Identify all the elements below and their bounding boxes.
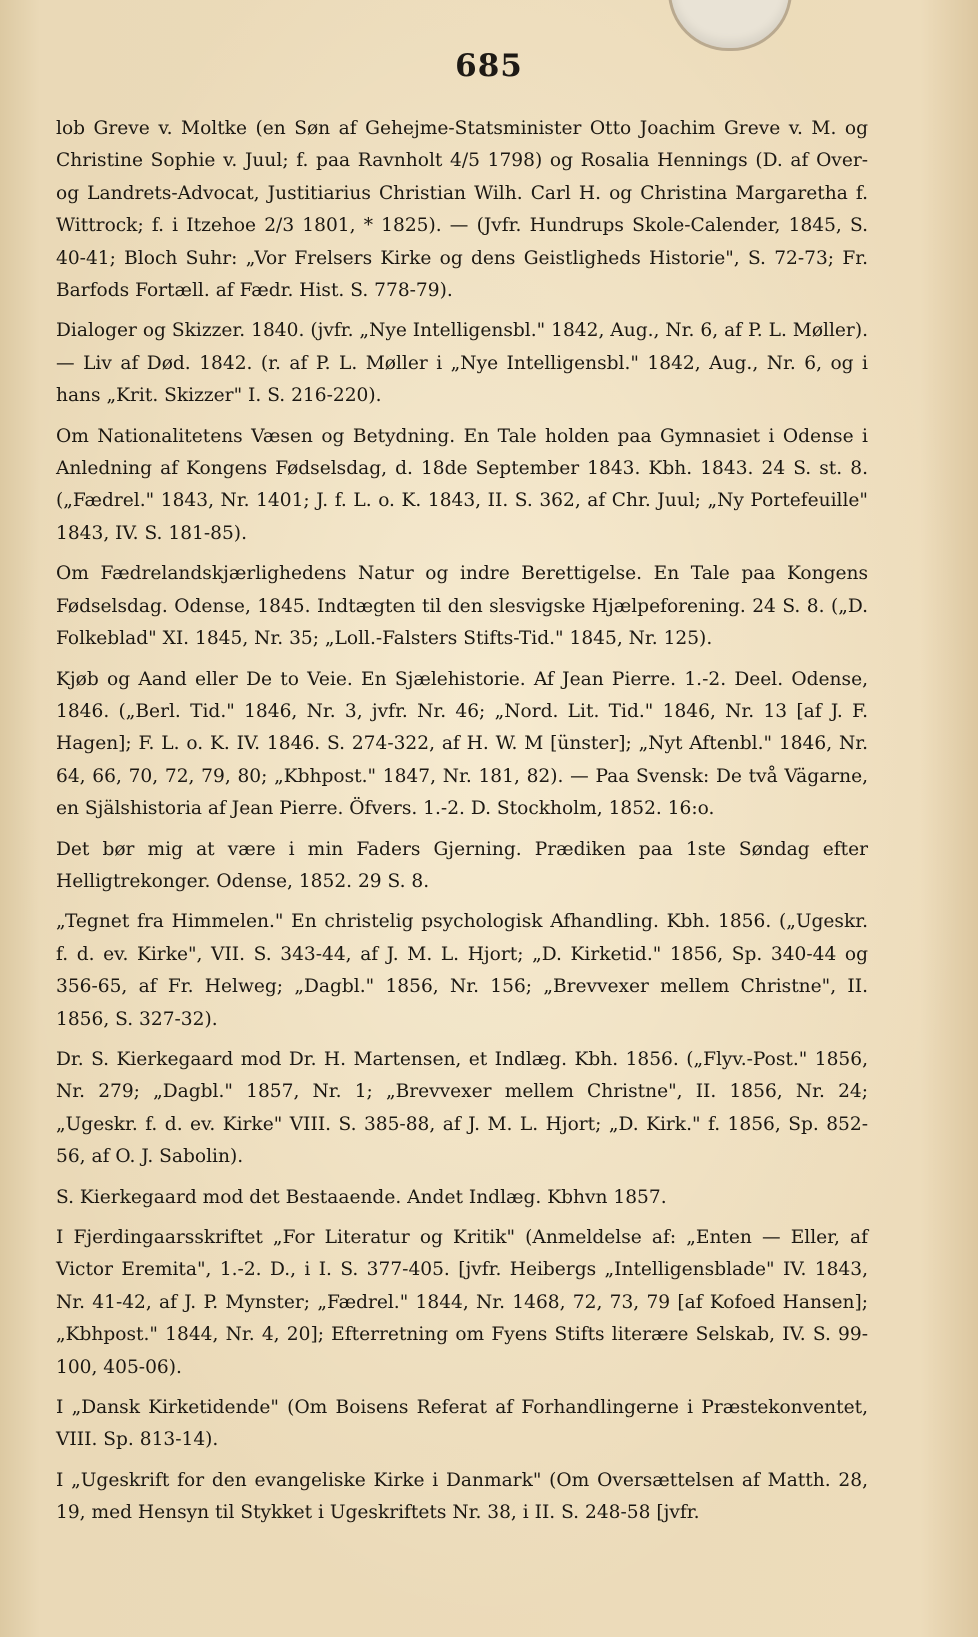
entry-nationalitet: Om Nationalitetens Væsen og Betydning. En Tale holden paa Gymnasiet i Odense i Anledning af Kongens Fødselsdag, d. 18de September 1843. Kbh. 1843. 24 S. st. 8. („Fædrel." 1843, Nr. 1401; J. f. L. o. K. 1843, II. S. 362, af Chr. Juul; „Ny Portefeuille" 1843, IV. S. 181-85). xyxy=(56,425,868,544)
bibliography-text xyxy=(56,113,868,1534)
page-number: 685 xyxy=(455,48,523,84)
entry-faders-gjerning: Det bør mig at være i min Faders Gjerning. Prædiken paa 1ste Søndag efter Helligtrekonger. Odense, 1852. 29 S. 8. xyxy=(56,838,868,892)
page-tab-marker xyxy=(668,0,792,51)
entry-kierkegaard-bestaaende: S. Kierkegaard mod det Bestaaende. Andet Indlæg. Kbhvn 1857. xyxy=(56,1186,667,1208)
entry-dansk-kirketidende: I „Dansk Kirketidende" (Om Boisens Referat af Forhandlingerne i Præstekonventet, VIII. Sp. 813-14). xyxy=(56,1397,868,1451)
entry-ugeskrift: I „Ugeskrift for den evangeliske Kirke i Danmark" (Om Oversættelsen af Matth. 28, 19, med Hensyn til Stykket i Ugeskriftets Nr. 38, i II. S. 248-58 [jvfr. xyxy=(56,1469,868,1524)
entry-dialoger: Dialoger og Skizzer. 1840. (jvfr. „Nye Intelligensbl." 1842, Aug., Nr. 6, af P. L. Møller). — Liv af Død. 1842. (r. af P. L. Møller i „Nye Intelligensbl." 1842, Aug., Nr. 6, og i hans „Krit. Skizzer" I. S. 216-220). xyxy=(56,320,868,407)
entry-tegnet-fra-himmelen: „Tegnet fra Himmelen." En christelig psychologisk Afhandling. Kbh. 1856. („Ugeskr. f. d. ev. Kirke", VII. S. 343-44, af J. M. L. Hjort; „D. Kirketid." 1856, Sp. 340-44 og 356-65, af Fr. Helweg; „Dagbl." 1856, Nr. 156; „Brevvexer mellem Christne", II. 1856, S. 327-32). xyxy=(56,911,868,1030)
entry-kjob-og-aand: Kjøb og Aand eller De to Veie. En Sjælehistorie. Af Jean Pierre. 1.-2. Deel. Odense, 1846. („Berl. Tid." 1846, Nr. 3, jvfr. Nr. 46; „Nord. Lit. Tid." 1846, Nr. 13 [af J. F. Hagen]; F. L. o. K. IV. 1846. S. 274-322, af H. W. M [ünster]; „Nyt Aftenbl." 1846, Nr. 64, 66, 70, 72, 79, 80; „Kbhpost." 1847, Nr. 181, 82). — Paa Svensk: De två Vägarne, en Själshistoria af Jean Pierre. Öfvers. 1.-2. D. Stockholm, 1852. 16:o. xyxy=(56,668,868,820)
entry-kierkegaard-martensen: Dr. S. Kierkegaard mod Dr. H. Martensen, et Indlæg. Kbh. 1856. („Flyv.-Post." 1856, Nr. 279; „Dagbl." 1857, Nr. 1; „Brevvexer mellem Christne", II. 1856, Nr. 24; „Ugeskr. f. d. ev. Kirke" VIII. S. 385-88, af J. M. L. Hjort; „D. Kirk." f. 1856, Sp. 852-56, af O. J. Sabolin). xyxy=(56,1048,868,1168)
entry-fjerdingaarsskriftet: I Fjerdingaarsskriftet „For Literatur og Kritik" (Anmeldelse af: „Enten — Eller, af Victor Eremita", 1.-2. D., i I. S. 377-405. [jvfr. Heibergs „Intelligensblade" IV. 1843, Nr. 41-42, af J. P. Mynster; „Fædrel." 1844, Nr. 1468, 72, 73, 79 [af Kofoed Hansen]; „Kbhpost." 1844, Nr. 4, 20]; Efterretning om Fyens Stifts literære Selskab, IV. S. 99-100, 405-06). xyxy=(56,1227,868,1378)
entry-faedrelandskjaerlighed: Om Fædrelandskjærlighedens Natur og indre Berettigelse. En Tale paa Kongens Fødselsdag. Odense, 1845. Indtægten til den slesvigske Hjælpeforening. 24 S. 8. („D. Folkeblad" XI. 1845, Nr. 35; „Loll.-Falsters Stifts-Tid." 1845, Nr. 125). xyxy=(56,563,868,650)
entry-biography: lob Greve v. Moltke (en Søn af Gehejme-Statsminister Otto Joachim Greve v. M. og Christine Sophie v. Juul; f. paa Ravnholt 4/5 1798) og Rosalia Hennings (D. af Over- og Landrets-Advocat, Justitiarius Christian Wilh. Carl H. og Christina Margaretha f. Wittrock; f. i Itzehoe 2/3 1801, * 1825). — (Jvfr. Hundrups Skole-Calender, 1845, S. 40-41; Bloch Suhr: „Vor Frelsers Kirke og dens Geistligheds Historie", S. 72-73; Fr. Barfods Fortæll. af Fædr. Hist. S. 778-79). xyxy=(56,118,868,302)
